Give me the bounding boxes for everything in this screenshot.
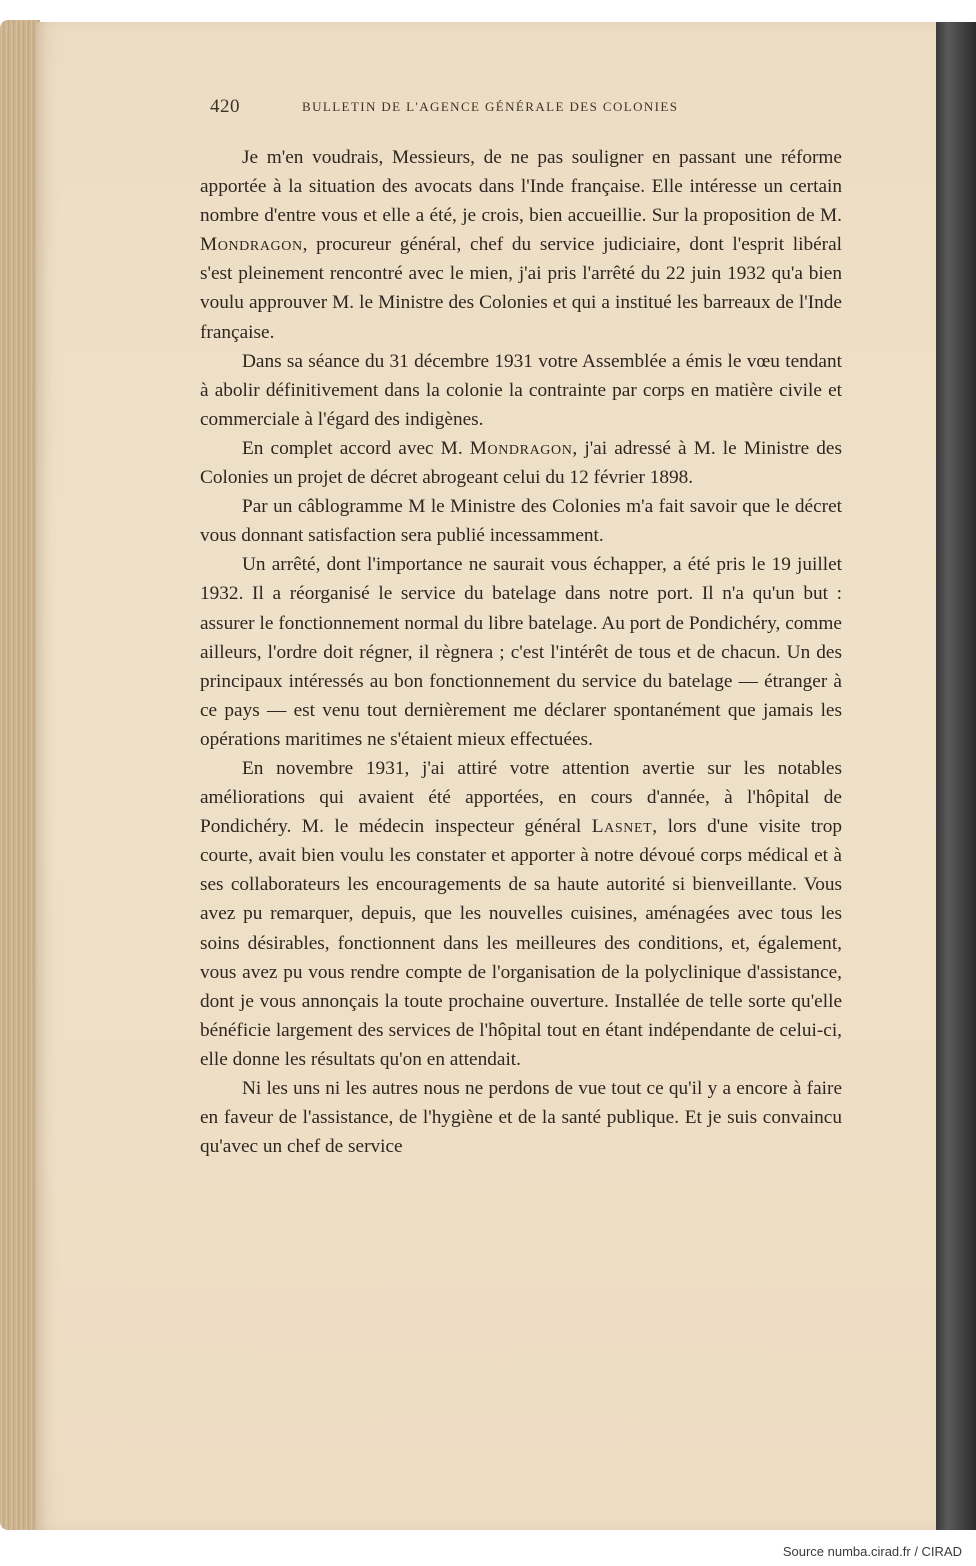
book-cover-edge	[936, 22, 976, 1530]
running-title: BULLETIN DE L'AGENCE GÉNÉRALE DES COLONIES	[302, 99, 679, 114]
person-name: Lasnet	[591, 816, 653, 838]
paragraph-text: Je m'en voudrais, Messieurs, de ne pas souligner en passant une réforme apportée à la situation des avocats dans l'Inde française. Elle intéresse un certain nombre d'entre vous et elle a été, je crois, bien accueillie. Sur la proposition de M.	[200, 147, 842, 227]
paragraph	[200, 434, 842, 492]
paragraph-text: , j'ai adressé à M. le Ministre des Colonies un projet de décret abrogeant celui du 12 février 1898.	[200, 437, 842, 489]
paragraph: Par un câblogramme M le Ministre des Colonies m'a fait savoir que le décret vous donnant satisfaction sera publié incessamment.	[200, 496, 842, 547]
person-name: Mondragon	[469, 437, 573, 459]
body-text	[200, 143, 842, 1161]
paragraph: Dans sa séance du 31 décembre 1931 votre Assemblée a émis le vœu tendant à abolir définitivement dans la colonie la contrainte par corps en matière civile et commerciale à l'égard des indigènes.	[200, 350, 842, 430]
paragraph-text: , lors d'une visite trop courte, avait bien voulu les constater et apporter à notre dévoué corps médical et à ses collaborateurs les encouragements de sa haute autorité si bienveillante. Vous avez pu remarquer, depuis, que les nouvelles cuisines, aménagées avec tous les soins désirables, fonctionnent dans les meilleures des conditions, et, également, vous avez pu vous rendre compte de l'organisation de la polyclinique d'assistance, dont je vous annonçais la toute prochaine ouverture. Installée de telle sorte qu'elle bénéficie largement des services de l'hôpital tout en étant indépendante de celui-ci, elle donne les résultats qu'on en attendait.	[200, 816, 842, 1070]
page-header	[200, 96, 760, 120]
source-credit: Source numba.cirad.fr / CIRAD	[782, 1544, 962, 1559]
person-name: Mondragon	[200, 234, 303, 256]
paragraph	[200, 143, 842, 347]
book-page-edges	[0, 20, 40, 1530]
page-number: 420	[210, 96, 240, 117]
paragraph: Ni les uns ni les autres nous ne perdons de vue tout ce qu'il y a encore à faire en faveur de l'assistance, de l'hygiène et de la santé publique. Et je suis convaincu qu'avec un chef de service	[200, 1078, 842, 1158]
paragraph-text: , procureur général, chef du service judiciaire, dont l'esprit libéral s'est pleinement rencontré avec le mien, j'ai pris l'arrêté du 22 juin 1932 qu'a bien voulu approuver M. le Ministre des Colonies et qui a institué les barreaux de l'Inde française.	[200, 234, 842, 343]
paragraph	[200, 754, 842, 1074]
paragraph: Un arrêté, dont l'importance ne saurait vous échapper, a été pris le 19 juillet 1932. Il a réorganisé le service du batelage dans notre port. Il n'a qu'un but : assurer le fonctionnement normal du libre batelage. Au port de Pondichéry, comme ailleurs, l'ordre doit régner, il règnera ; c'est l'intérêt de tous et de chacun. Un des principaux intéressés au bon fonctionnement du service du batelage — étranger à ce pays — est venu tout dernièrement me déclarer spontanément que jamais les opérations maritimes ne s'étaient mieux effectuées.	[200, 554, 842, 750]
paragraph-text: En novembre 1931, j'ai attiré votre attention avertie sur les notables améliorations qui avaient été apportées, en cours d'année, à l'hôpital de Pondichéry. M. le médecin inspecteur général	[200, 757, 842, 838]
paragraph-text: En complet accord avec M.	[242, 437, 470, 459]
